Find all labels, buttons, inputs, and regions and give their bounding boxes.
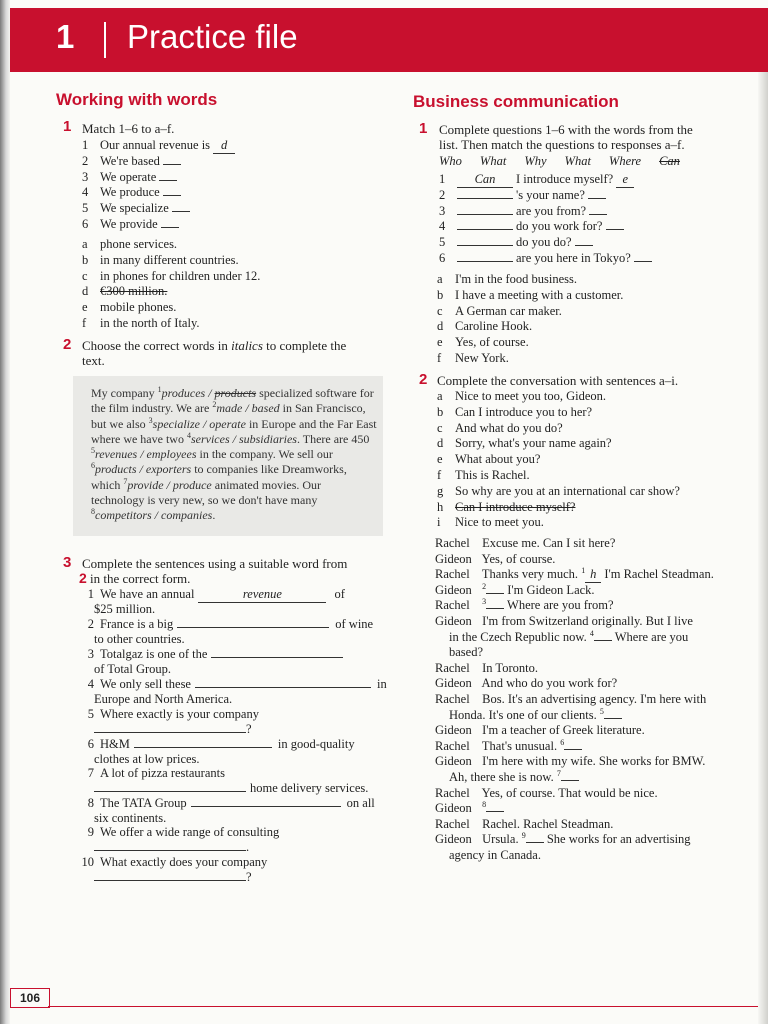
option-letter: f: [437, 468, 442, 482]
answer-blank[interactable]: [211, 646, 343, 658]
item-number: 4: [82, 185, 89, 200]
answer-blank[interactable]: [172, 200, 190, 212]
option-letter: g: [437, 483, 444, 498]
dialogue-text: I'm a teacher of Greek literature.: [482, 723, 645, 738]
speaker-name: Rachel: [435, 536, 470, 550]
dialogue-line: [435, 551, 555, 567]
item-number: 5: [87, 707, 94, 721]
answer-blank[interactable]: [159, 169, 177, 181]
item-text: We specialize: [100, 201, 169, 216]
item-text: are you from?: [516, 203, 587, 218]
item-text: We offer a wide range of consulting: [100, 825, 280, 839]
dialogue-text: That's unusual.: [481, 738, 558, 753]
option-letter: c: [437, 420, 443, 435]
exercise-instruction: Complete the sentences using a suitable word from: [82, 556, 348, 571]
dialogue-line-cont: [449, 644, 483, 660]
exercise-instruction: list. Then match the questions to responses a–f.: [439, 137, 685, 152]
exercise-instruction: text.: [82, 353, 105, 368]
answer-blank[interactable]: [457, 250, 513, 262]
dialogue-text: In Toronto.: [482, 660, 538, 675]
speaker-name: Gideon: [435, 754, 472, 769]
answer-blank[interactable]: [457, 234, 513, 246]
dialogue-text: Excuse me. Can I sit here?: [482, 536, 616, 550]
gap-number: 4: [589, 628, 594, 638]
speaker-name: Rachel: [435, 660, 470, 675]
match-option: [82, 315, 200, 331]
sentence-option: [437, 420, 563, 436]
speaker-name: Gideon: [435, 832, 472, 847]
item-text: in: [377, 677, 387, 691]
match-item: [82, 169, 177, 185]
gap-number: 5: [599, 706, 604, 716]
gap-number: 8: [482, 800, 487, 810]
speaker-name: Gideon: [435, 676, 472, 691]
option-letter: b: [82, 252, 89, 267]
instruction-exercise-ref: 2: [79, 570, 87, 586]
item-text: Where exactly is your company: [100, 707, 259, 721]
option-text: phone services.: [100, 237, 178, 251]
option-text: I have a meeting with a customer.: [455, 287, 624, 302]
match-option: [82, 236, 177, 252]
page-number: 106: [10, 988, 50, 1008]
option-letter: d: [82, 284, 89, 299]
option-letter: b: [437, 287, 444, 302]
word-option: Where: [608, 154, 642, 168]
option-letter: d: [437, 319, 444, 334]
instruction-italic: italics: [231, 338, 263, 353]
item-text: We only sell these: [100, 677, 191, 691]
answer-blank[interactable]: [589, 203, 607, 215]
item-text: We're based: [100, 153, 160, 168]
option-letter: e: [437, 452, 443, 467]
gap-fill-item-cont: [94, 631, 185, 647]
option-letter: a: [437, 389, 443, 403]
dialogue-line: [435, 722, 645, 738]
speaker-name: Rachel: [435, 738, 470, 753]
item-text: 's your name?: [516, 187, 585, 202]
speaker-name: Gideon: [435, 582, 472, 597]
sentence-option: [437, 499, 575, 515]
match-option: [82, 299, 176, 315]
gap-fill-item: [72, 854, 267, 870]
dialogue-line-cont: [449, 707, 622, 723]
section-heading-working-with-words: Working with words: [56, 90, 218, 109]
dialogue-line: [435, 691, 706, 707]
item-text: Our annual revenue is: [100, 138, 211, 152]
item-number: 5: [439, 235, 446, 250]
exercise-instruction: Match 1–6 to a–f.: [82, 121, 175, 136]
dialogue-text: Thanks very much.: [481, 567, 579, 582]
dialogue-text: I'm Gideon Lack.: [507, 582, 595, 597]
speaker-name: Gideon: [435, 551, 472, 566]
response-option: [437, 271, 577, 287]
item-number: 6: [439, 251, 446, 265]
option-text: Can I introduce you to her?: [455, 404, 593, 419]
answer-blank[interactable]: [161, 216, 179, 228]
dialogue-text: Yes, of course. That would be nice.: [481, 785, 658, 800]
dialogue-text: agency in Canada.: [449, 848, 541, 862]
match-filled: e: [616, 171, 634, 188]
gap-fill-item-cont: [94, 601, 155, 617]
exercise-number: 3: [63, 554, 72, 571]
option-text: So why are you at an international car show?: [455, 483, 680, 498]
gap-fill-item: [72, 646, 343, 662]
item-number: 8: [87, 796, 94, 810]
exercise-number: 2: [63, 336, 72, 353]
dialogue-line: [435, 816, 613, 832]
gap-number: 9: [521, 831, 526, 841]
question-item: [439, 218, 624, 234]
answer-blank[interactable]: [606, 218, 624, 230]
item-text: of wine: [335, 617, 374, 631]
item-text: six continents.: [94, 811, 167, 825]
answer-blank[interactable]: [486, 597, 504, 609]
gap-fill-item: [72, 824, 279, 840]
exercise-instruction: Complete the conversation with sentences a–i.: [437, 373, 679, 388]
reading-text: My company $^1$produces / products specialized software for the film industry. We are $^2$made / based in San Francisco, but we also $^3$specialize / operate in Europe and the Far East where we have two $^4$services / subsidiaries. There are 450 $^5$revenues / employees in the company. We sell our $^6$products / exporters to companies like Dreamworks, which $^7$provide / produce animated movies. Our technology is very new, so we don't have many $^8$competitors / companies.: [91, 385, 377, 523]
question-item: [439, 203, 607, 219]
response-option: [437, 287, 623, 303]
option-letter: e: [437, 335, 443, 350]
dialogue-text: I'm Rachel Steadman.: [604, 567, 714, 582]
answer-blank[interactable]: [604, 707, 622, 719]
dialogue-line: [435, 535, 615, 551]
answer-blank[interactable]: [177, 616, 329, 628]
answer-blank[interactable]: [594, 629, 612, 641]
item-number: 1: [82, 138, 89, 152]
response-option: [437, 303, 562, 319]
item-number: 3: [87, 647, 94, 661]
option-text: Caroline Hook.: [455, 319, 533, 334]
answer-blank[interactable]: [94, 721, 246, 733]
item-number: 7: [87, 766, 94, 780]
gap-fill-item: [72, 736, 355, 752]
dialogue-text: Rachel. Rachel Steadman.: [482, 816, 614, 831]
item-text: H&M: [100, 737, 130, 751]
sentence-option: [437, 451, 540, 467]
sentence-option: [437, 435, 612, 451]
dialogue-text: I'm from Switzerland originally. But I live: [482, 614, 693, 628]
item-text: What exactly does your company: [100, 855, 268, 869]
question-item: [439, 187, 606, 203]
answer-blank[interactable]: [486, 582, 504, 594]
exercise-number: 1: [63, 118, 72, 135]
item-number: 3: [82, 169, 89, 184]
gap-number: 6: [560, 737, 565, 747]
match-item: [82, 200, 190, 216]
item-text: $25 million.: [94, 602, 156, 616]
match-option: [82, 252, 239, 268]
answer-blank[interactable]: [486, 800, 504, 812]
option-text: And what do you do?: [455, 420, 563, 435]
response-option: [437, 350, 509, 366]
dialogue-text: Where are you from?: [507, 598, 614, 613]
item-number: 3: [439, 203, 446, 218]
option-text: New York.: [455, 351, 509, 365]
item-number: 1: [439, 172, 446, 186]
option-text: I'm in the food business.: [455, 272, 578, 286]
item-number: 4: [439, 219, 446, 234]
sentence-option: [437, 388, 606, 404]
option-letter: f: [82, 316, 87, 330]
option-text: €300 million.: [100, 284, 168, 299]
gap-number: 3: [482, 597, 487, 607]
item-text: are you here in Tokyo?: [516, 251, 631, 265]
item-text: on all: [346, 796, 375, 810]
item-text: We have an annual: [100, 587, 195, 601]
option-text: in the north of Italy.: [100, 316, 200, 330]
reading-text-box: [73, 376, 383, 536]
option-text: mobile phones.: [100, 300, 177, 315]
item-number: 2: [439, 187, 446, 202]
word-option: Why: [524, 154, 547, 168]
item-text: We operate: [100, 169, 157, 184]
dialogue-line: [435, 753, 705, 769]
answer-filled: d: [213, 137, 235, 154]
gap-fill-item-cont: [94, 721, 252, 737]
option-text: Can I introduce myself?: [455, 499, 576, 514]
item-text: France is a big: [100, 617, 174, 631]
option-text: Yes, of course.: [455, 335, 529, 350]
item-text: We produce: [100, 185, 160, 200]
exercise-number: 1: [419, 120, 428, 137]
option-text: A German car maker.: [455, 303, 562, 318]
exercise-instruction: Complete questions 1–6 with the words from the: [439, 122, 693, 137]
dialogue-text: in the Czech Republic now.: [449, 629, 587, 644]
gap-number: 2: [482, 581, 487, 591]
dialogue-text: She works for an advertising: [546, 832, 691, 847]
dialogue-text: Ursula.: [482, 832, 519, 847]
answer-blank[interactable]: [561, 769, 579, 781]
match-item: [82, 153, 181, 169]
gap-fill-item: [72, 795, 375, 811]
answer-blank[interactable]: [457, 218, 513, 230]
answer-blank[interactable]: [457, 187, 513, 199]
item-end: ?: [246, 870, 252, 884]
item-text: Totalgaz is one of the: [100, 647, 208, 661]
exercise-instruction: [79, 570, 190, 587]
option-text: Nice to meet you.: [455, 515, 544, 530]
dialogue-line: [435, 597, 614, 613]
dialogue-line-cont: [449, 769, 579, 785]
dialogue-line: [435, 566, 714, 582]
gap-fill-item: [72, 765, 225, 781]
book-binding: [0, 0, 10, 1024]
answer-blank[interactable]: [163, 184, 181, 196]
item-number: 6: [82, 217, 89, 231]
item-number: 2: [87, 617, 94, 631]
gap-fill-item-cont: [94, 869, 252, 885]
option-letter: h: [437, 499, 444, 514]
option-text: in many different countries.: [100, 252, 239, 267]
dialogue-line: [435, 660, 538, 676]
dialogue-line: [435, 675, 617, 691]
item-number: 10: [81, 855, 94, 869]
item-number: 6: [87, 737, 94, 751]
item-number: 4: [87, 677, 94, 691]
option-text: Nice to meet you too, Gideon.: [455, 389, 607, 403]
dialogue-text: Where are you: [614, 629, 689, 644]
speaker-name: Rachel: [435, 816, 470, 831]
unit-header: [10, 8, 768, 72]
question-item: [439, 171, 634, 187]
match-item: [82, 216, 179, 232]
match-option: [82, 268, 260, 284]
header-divider: [104, 22, 106, 58]
dialogue-line: [435, 613, 693, 629]
item-number: 1: [87, 587, 94, 601]
speaker-name: Rachel: [435, 785, 470, 800]
option-letter: b: [437, 404, 444, 419]
option-text: This is Rachel.: [455, 468, 530, 482]
item-text: home delivery services.: [250, 781, 369, 795]
item-text: Europe and North America.: [94, 692, 233, 706]
item-text: A lot of pizza restaurants: [100, 766, 225, 780]
answer-filled: revenue: [198, 586, 326, 603]
instruction-text: in the correct form.: [90, 571, 191, 586]
dialogue-line: [435, 800, 504, 816]
item-text: clothes at low prices.: [94, 752, 200, 766]
answer-blank[interactable]: [564, 738, 582, 750]
answer-filled: h: [585, 566, 601, 583]
answer-blank[interactable]: [94, 839, 246, 851]
option-text: Sorry, what's your name again?: [455, 436, 612, 451]
answer-blank[interactable]: [457, 203, 513, 215]
gap-fill-item-cont: [94, 839, 249, 855]
speaker-name: Gideon: [435, 614, 472, 628]
word-list: [439, 153, 698, 169]
speaker-name: Gideon: [435, 723, 472, 738]
answer-blank[interactable]: [134, 736, 272, 748]
question-item: [439, 250, 652, 266]
speaker-name: Rachel: [435, 598, 470, 613]
answer-blank[interactable]: [94, 780, 246, 792]
dialogue-line: [435, 582, 595, 598]
sentence-option: [437, 404, 592, 420]
response-option: [437, 318, 532, 334]
dialogue-text: And who do you work for?: [481, 676, 618, 691]
dialogue-text: I'm here with my wife. She works for BMW.: [482, 754, 706, 769]
dialogue-line: [435, 785, 658, 801]
item-text: do you do?: [516, 235, 572, 250]
sentence-option: [437, 467, 530, 483]
item-text: I introduce myself?: [516, 172, 614, 186]
speaker-name: Rachel: [435, 567, 470, 582]
dialogue-text: Ah, there she is now.: [449, 770, 554, 784]
exercise-instruction: [82, 338, 346, 354]
option-letter: e: [82, 300, 88, 315]
speaker-name: Rachel: [435, 692, 470, 706]
gap-fill-item: [72, 586, 345, 602]
item-text: The TATA Group: [100, 796, 187, 810]
item-end: ?: [246, 722, 252, 736]
gap-fill-item: [72, 676, 387, 692]
dialogue-line-cont: [449, 847, 541, 863]
answer-blank[interactable]: [575, 234, 593, 246]
item-text: of: [334, 587, 345, 601]
match-item: [82, 184, 181, 200]
option-letter: c: [82, 268, 88, 283]
option-letter: a: [437, 272, 443, 286]
response-option: [437, 334, 529, 350]
item-end: .: [246, 840, 250, 854]
dialogue-line: [435, 831, 691, 847]
gap-fill-item: [72, 706, 259, 722]
answer-blank[interactable]: [94, 869, 246, 881]
instruction-text: Choose the correct words in: [82, 338, 228, 353]
dialogue-line: [435, 738, 582, 754]
match-item: [82, 137, 235, 153]
option-letter: f: [437, 351, 442, 365]
item-number: 5: [82, 201, 89, 216]
answer-blank[interactable]: [634, 250, 652, 262]
gap-number: 1: [581, 566, 586, 576]
answer-blank[interactable]: [163, 153, 181, 165]
answer-blank[interactable]: [588, 187, 606, 199]
exercise-number: 2: [419, 371, 428, 388]
page-edge: [758, 72, 768, 1024]
dialogue-text: Bos. It's an advertising agency. I'm here with: [482, 692, 707, 706]
dialogue-line-cont: [449, 629, 688, 645]
gap-number: 7: [556, 769, 561, 778]
option-text: in phones for children under 12.: [100, 268, 261, 283]
instruction-text: to complete the: [266, 338, 347, 353]
item-text: in good-quality: [277, 737, 355, 751]
word-option: What: [479, 154, 507, 168]
word-option: What: [564, 154, 591, 168]
item-text: of Total Group.: [94, 662, 172, 676]
answer-blank[interactable]: [191, 795, 341, 807]
footer-rule: [48, 1006, 758, 1007]
speaker-name: Gideon: [435, 801, 472, 816]
dialogue-text: based?: [449, 645, 484, 660]
item-number: 9: [87, 825, 94, 839]
option-letter: c: [437, 303, 443, 318]
answer-blank[interactable]: [526, 831, 544, 843]
option-text: What about you?: [455, 452, 541, 467]
option-letter: d: [437, 436, 444, 451]
gap-fill-item-cont: [94, 661, 171, 677]
dialogue-text: Honda. It's one of our clients.: [449, 707, 597, 722]
gap-fill-item-cont: [94, 780, 368, 796]
dialogue-text: Yes, of course.: [481, 551, 556, 566]
word-option: Who: [439, 154, 462, 168]
answer-blank[interactable]: [195, 676, 371, 688]
sentence-option: [437, 483, 680, 499]
item-text: do you work for?: [516, 219, 603, 234]
gap-fill-item: [72, 616, 373, 632]
gap-fill-item-cont: [94, 691, 232, 707]
option-letter: a: [82, 237, 88, 251]
item-text: to other countries.: [94, 632, 185, 646]
word-option-used: Can: [659, 154, 680, 168]
unit-title: Practice file: [127, 18, 298, 55]
option-letter: i: [437, 515, 441, 530]
item-text: We provide: [100, 217, 158, 231]
unit-number: 1: [56, 18, 75, 55]
answer-filled: Can: [457, 171, 513, 188]
match-option: [82, 283, 167, 299]
question-item: [439, 234, 593, 250]
section-heading-business-communication: Business communication: [413, 92, 619, 111]
item-number: 2: [82, 153, 89, 168]
sentence-option: [437, 514, 544, 530]
